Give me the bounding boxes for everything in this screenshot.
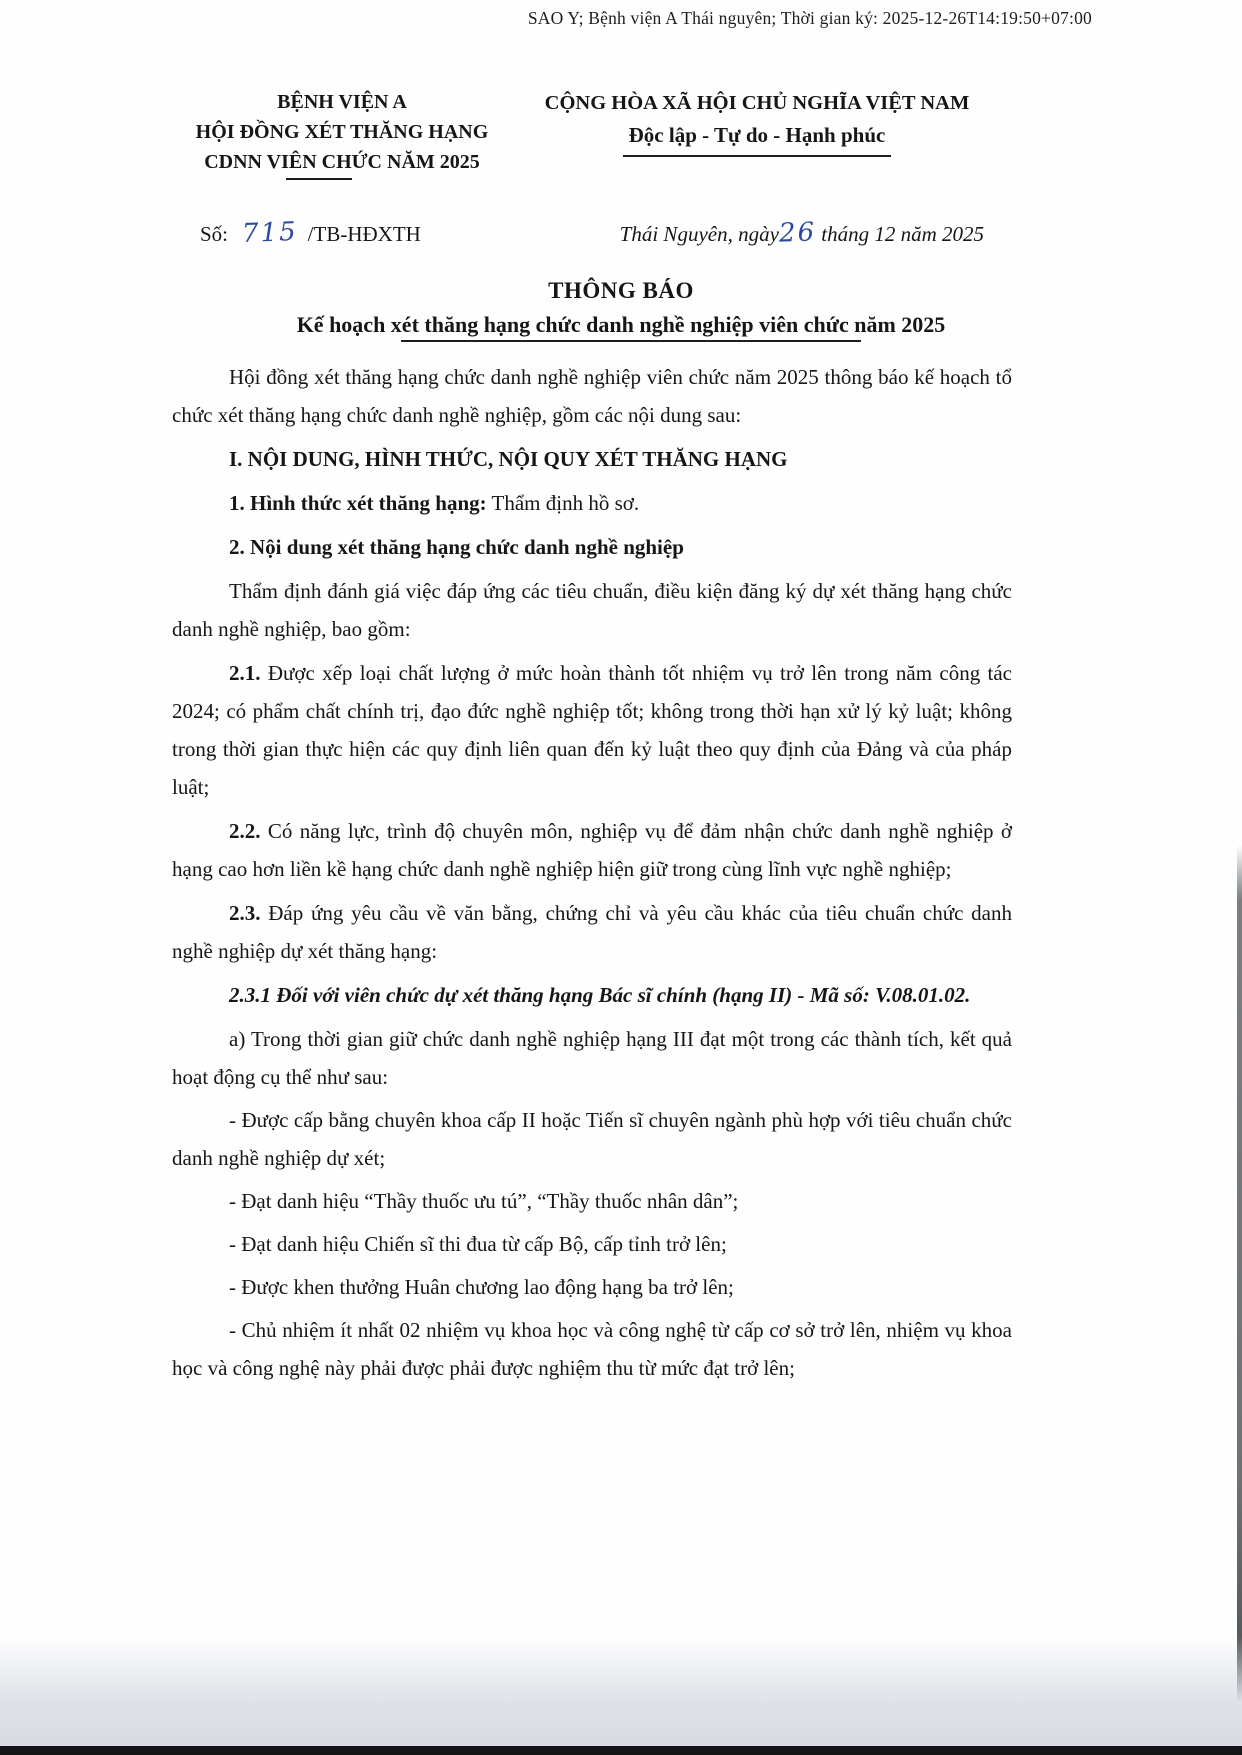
- scan-bottom-shade: [0, 1636, 1242, 1746]
- paragraph-item-1: 1. Hình thức xét thăng hạng: Thẩm định hồ sơ.: [229, 491, 640, 515]
- national-motto: Độc lập - Tự do - Hạnh phúc: [623, 119, 892, 157]
- paragraph-2-1: 2.1. Được xếp loại chất lượng ở mức hoàn thành tốt nhiệm vụ trở lên trong năm công tác 2024; có phẩm chất chính trị, đạo đức nghề nghiệp tốt; không trong thời hạn xử lý kỷ luật; không trong thời gian thực hiện các quy định liên quan đến kỷ luật theo quy định của Đảng và của pháp luật;: [172, 661, 1012, 799]
- document-header: [0, 87, 1242, 180]
- place-date-line: [620, 218, 984, 248]
- national-motto-block: [516, 87, 998, 180]
- org-underline-rule: [286, 178, 352, 180]
- issuing-org-block: [168, 87, 516, 180]
- org-name-line1: BỆNH VIỆN A: [277, 91, 407, 113]
- org-name-line2: HỘI ĐỒNG XÉT THĂNG HẠNG: [195, 121, 489, 143]
- paragraph-2-3: 2.3. Đáp ứng yêu cầu về văn bằng, chứng chỉ và yêu cầu khác của tiêu chuẩn chức danh nghề nghiệp dự xét thăng hạng:: [172, 901, 1012, 963]
- paragraph-2-3-1: 2.3.1 Đối với viên chức dự xét thăng hạng Bác sĩ chính (hạng II) - Mã số: V.08.01.02.: [229, 983, 971, 1007]
- document-body: [0, 358, 1242, 1387]
- subtitle-underline-rule: [401, 340, 861, 342]
- org-name-line3: CDNN VIÊN CHỨC NĂM 2025: [204, 151, 480, 173]
- paragraph-item-2: 2. Nội dung xét thăng hạng chức danh nghề nghiệp: [229, 535, 684, 559]
- document-subtitle: Kế hoạch xét thăng hạng chức danh nghề nghiệp viên chức năm 2025: [296, 312, 946, 337]
- document-title: THÔNG BÁO: [548, 278, 694, 303]
- bullet-degree: - Được cấp bằng chuyên khoa cấp II hoặc Tiến sĩ chuyên ngành phù hợp với tiêu chuẩn chức danh nghề nghiệp dự xét;: [172, 1108, 1012, 1170]
- paragraph-a: a) Trong thời gian giữ chức danh nghề nghiệp hạng III đạt một trong các thành tích, kết quả hoạt động cụ thể như sau:: [172, 1027, 1012, 1089]
- section-heading-1: I. NỘI DUNG, HÌNH THỨC, NỘI QUY XÉT THĂNG HẠNG: [229, 447, 788, 471]
- digital-signature-stamp: SAO Y; Bệnh viện A Thái nguyên; Thời gian ký: 2025-12-26T14:19:50+07:00: [527, 8, 1092, 28]
- day-handwritten: 26: [778, 217, 817, 249]
- bullet-emulation-title: - Đạt danh hiệu Chiến sĩ thi đua từ cấp Bộ, cấp tỉnh trở lên;: [229, 1232, 727, 1256]
- scan-right-edge-shadow: [1237, 845, 1242, 1755]
- document-number: [200, 218, 421, 248]
- title-block: [0, 278, 1242, 342]
- bullet-science-tasks: - Chủ nhiệm ít nhất 02 nhiệm vụ khoa học và công nghệ từ cấp cơ sở trở lên, nhiệm vụ khoa học và công nghệ này phải được phải được nghiệm thu từ mức đạt trở lên;: [172, 1318, 1012, 1380]
- place-date-suffix: tháng 12 năm 2025: [816, 222, 984, 246]
- document-number-label: Số:: [200, 222, 229, 246]
- bullet-labor-medal: - Được khen thưởng Huân chương lao động hạng ba trở lên;: [229, 1275, 734, 1299]
- document-number-row: [0, 218, 1242, 248]
- paragraph-2-2: 2.2. Có năng lực, trình độ chuyên môn, nghiệp vụ để đảm nhận chức danh nghề nghiệp ở hạng cao hơn liền kề hạng chức danh nghề nghiệp hiện giữ trong cùng lĩnh vực nghề nghiệp;: [172, 819, 1012, 881]
- document-number-handwritten: 715: [241, 217, 299, 249]
- national-title: CỘNG HÒA XÃ HỘI CHỦ NGHĨA VIỆT NAM: [544, 92, 970, 114]
- document-number-suffix: /TB-HĐXTH: [307, 222, 421, 246]
- paragraph-criteria-intro: Thẩm định đánh giá việc đáp ứng các tiêu chuẩn, điều kiện đăng ký dự xét thăng hạng chức danh nghề nghiệp, bao gồm:: [172, 579, 1012, 641]
- bullet-honorific-title: - Đạt danh hiệu “Thầy thuốc ưu tú”, “Thầy thuốc nhân dân”;: [229, 1189, 739, 1213]
- paragraph-intro: Hội đồng xét thăng hạng chức danh nghề nghiệp viên chức năm 2025 thông báo kế hoạch tổ chức xét thăng hạng chức danh nghề nghiệp, gồm các nội dung sau:: [172, 365, 1012, 427]
- place-date-prefix: Thái Nguyên, ngày: [619, 222, 779, 246]
- scan-bottom-edge: [0, 1746, 1242, 1755]
